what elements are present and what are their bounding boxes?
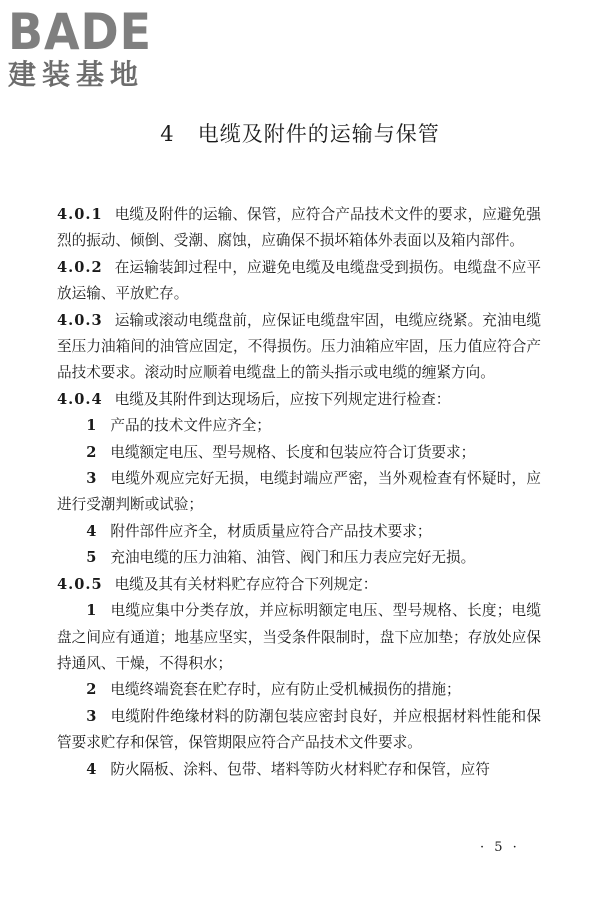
clause-number: 4.0.3 bbox=[57, 311, 103, 329]
clause-text: 电缆及附件的运输、保管，应符合产品技术文件的要求，应避免强烈的振动、倾倒、受潮、腐蚀，应确保不损坏箱体外表面以及箱内部件。 bbox=[57, 206, 541, 250]
logo bbox=[8, 3, 178, 91]
logo-wordmark: BADE bbox=[8, 3, 152, 61]
clause-4-0-3 bbox=[57, 308, 541, 387]
item-text: 防火隔板、涂料、包带、堵料等防火材料贮存和保管，应符 bbox=[110, 760, 490, 778]
item-number: 1 bbox=[86, 602, 97, 620]
list-item bbox=[57, 545, 541, 571]
clause-number: 4.0.4 bbox=[57, 390, 103, 408]
list-item bbox=[57, 519, 541, 545]
clause-text: 电缆及其附件到达现场后，应按下列规定进行检查： bbox=[114, 390, 451, 408]
clause-list bbox=[57, 202, 541, 783]
logo-subtitle: 建装基地 bbox=[8, 58, 145, 91]
chapter-number: 4 bbox=[160, 122, 175, 146]
item-number: 5 bbox=[86, 549, 97, 567]
clause-number: 4.0.5 bbox=[57, 575, 103, 593]
clause-4-0-1 bbox=[57, 202, 541, 255]
list-item bbox=[57, 466, 541, 519]
item-number: 1 bbox=[86, 417, 97, 435]
clause-text: 运输或滚动电缆盘前，应保证电缆盘牢固，电缆应绕紧。充油电缆至压力油箱间的油管应固定，不得损伤。压力油箱应牢固，压力值应符合产品技术要求。滚动时应顺着电缆盘上的箭头指示或电缆的缠紧方向。 bbox=[57, 311, 541, 382]
clause-text: 电缆及其有关材料贮存应符合下列规定： bbox=[114, 575, 378, 593]
clause-number: 4.0.2 bbox=[57, 258, 103, 276]
list-item bbox=[57, 677, 541, 703]
list-item bbox=[57, 413, 541, 439]
item-text: 附件部件应齐全，材质质量应符合产品技术要求； bbox=[110, 522, 432, 540]
item-number: 2 bbox=[86, 443, 97, 461]
item-text: 电缆应集中分类存放，并应标明额定电压、型号规格、长度；电缆盘之间应有通道；地基应坚实，当受条件限制时，盘下应加垫；存放处应保持通风、干燥，不得积水； bbox=[57, 602, 541, 672]
item-number: 2 bbox=[86, 681, 97, 699]
list-item bbox=[57, 704, 541, 757]
clause-4-0-2 bbox=[57, 255, 541, 308]
item-text: 电缆附件绝缘材料的防潮包装应密封良好，并应根据材料性能和保管要求贮存和保管，保管期限应符合产品技术文件要求。 bbox=[57, 707, 541, 752]
clause-text: 在运输装卸过程中，应避免电缆及电缆盘受到损伤。电缆盘不应平放运输、平放贮存。 bbox=[57, 258, 541, 303]
item-text: 电缆终端瓷套在贮存时，应有防止受机械损伤的措施； bbox=[110, 681, 461, 699]
item-number: 4 bbox=[86, 760, 97, 778]
list-item bbox=[57, 598, 541, 677]
chapter-heading: 电缆及附件的运输与保管 bbox=[197, 122, 440, 146]
chapter-title bbox=[0, 118, 600, 148]
item-text: 电缆外观应完好无损，电缆封端应严密，当外观检查有怀疑时，应进行受潮判断或试验； bbox=[57, 470, 541, 514]
page-number: · 5 · bbox=[480, 840, 520, 855]
item-text: 产品的技术文件应齐全； bbox=[110, 417, 271, 435]
clause-number: 4.0.1 bbox=[57, 206, 103, 223]
list-item bbox=[57, 440, 541, 466]
item-text: 电缆额定电压、型号规格、长度和包装应符合订货要求； bbox=[110, 443, 476, 461]
item-number: 4 bbox=[86, 522, 97, 540]
item-number: 3 bbox=[86, 470, 97, 488]
item-number: 3 bbox=[86, 707, 97, 725]
clause-4-0-5 bbox=[57, 572, 541, 598]
item-text: 充油电缆的压力油箱、油管、阀门和压力表应完好无损。 bbox=[110, 549, 476, 567]
list-item bbox=[57, 757, 541, 783]
clause-4-0-4 bbox=[57, 387, 541, 413]
